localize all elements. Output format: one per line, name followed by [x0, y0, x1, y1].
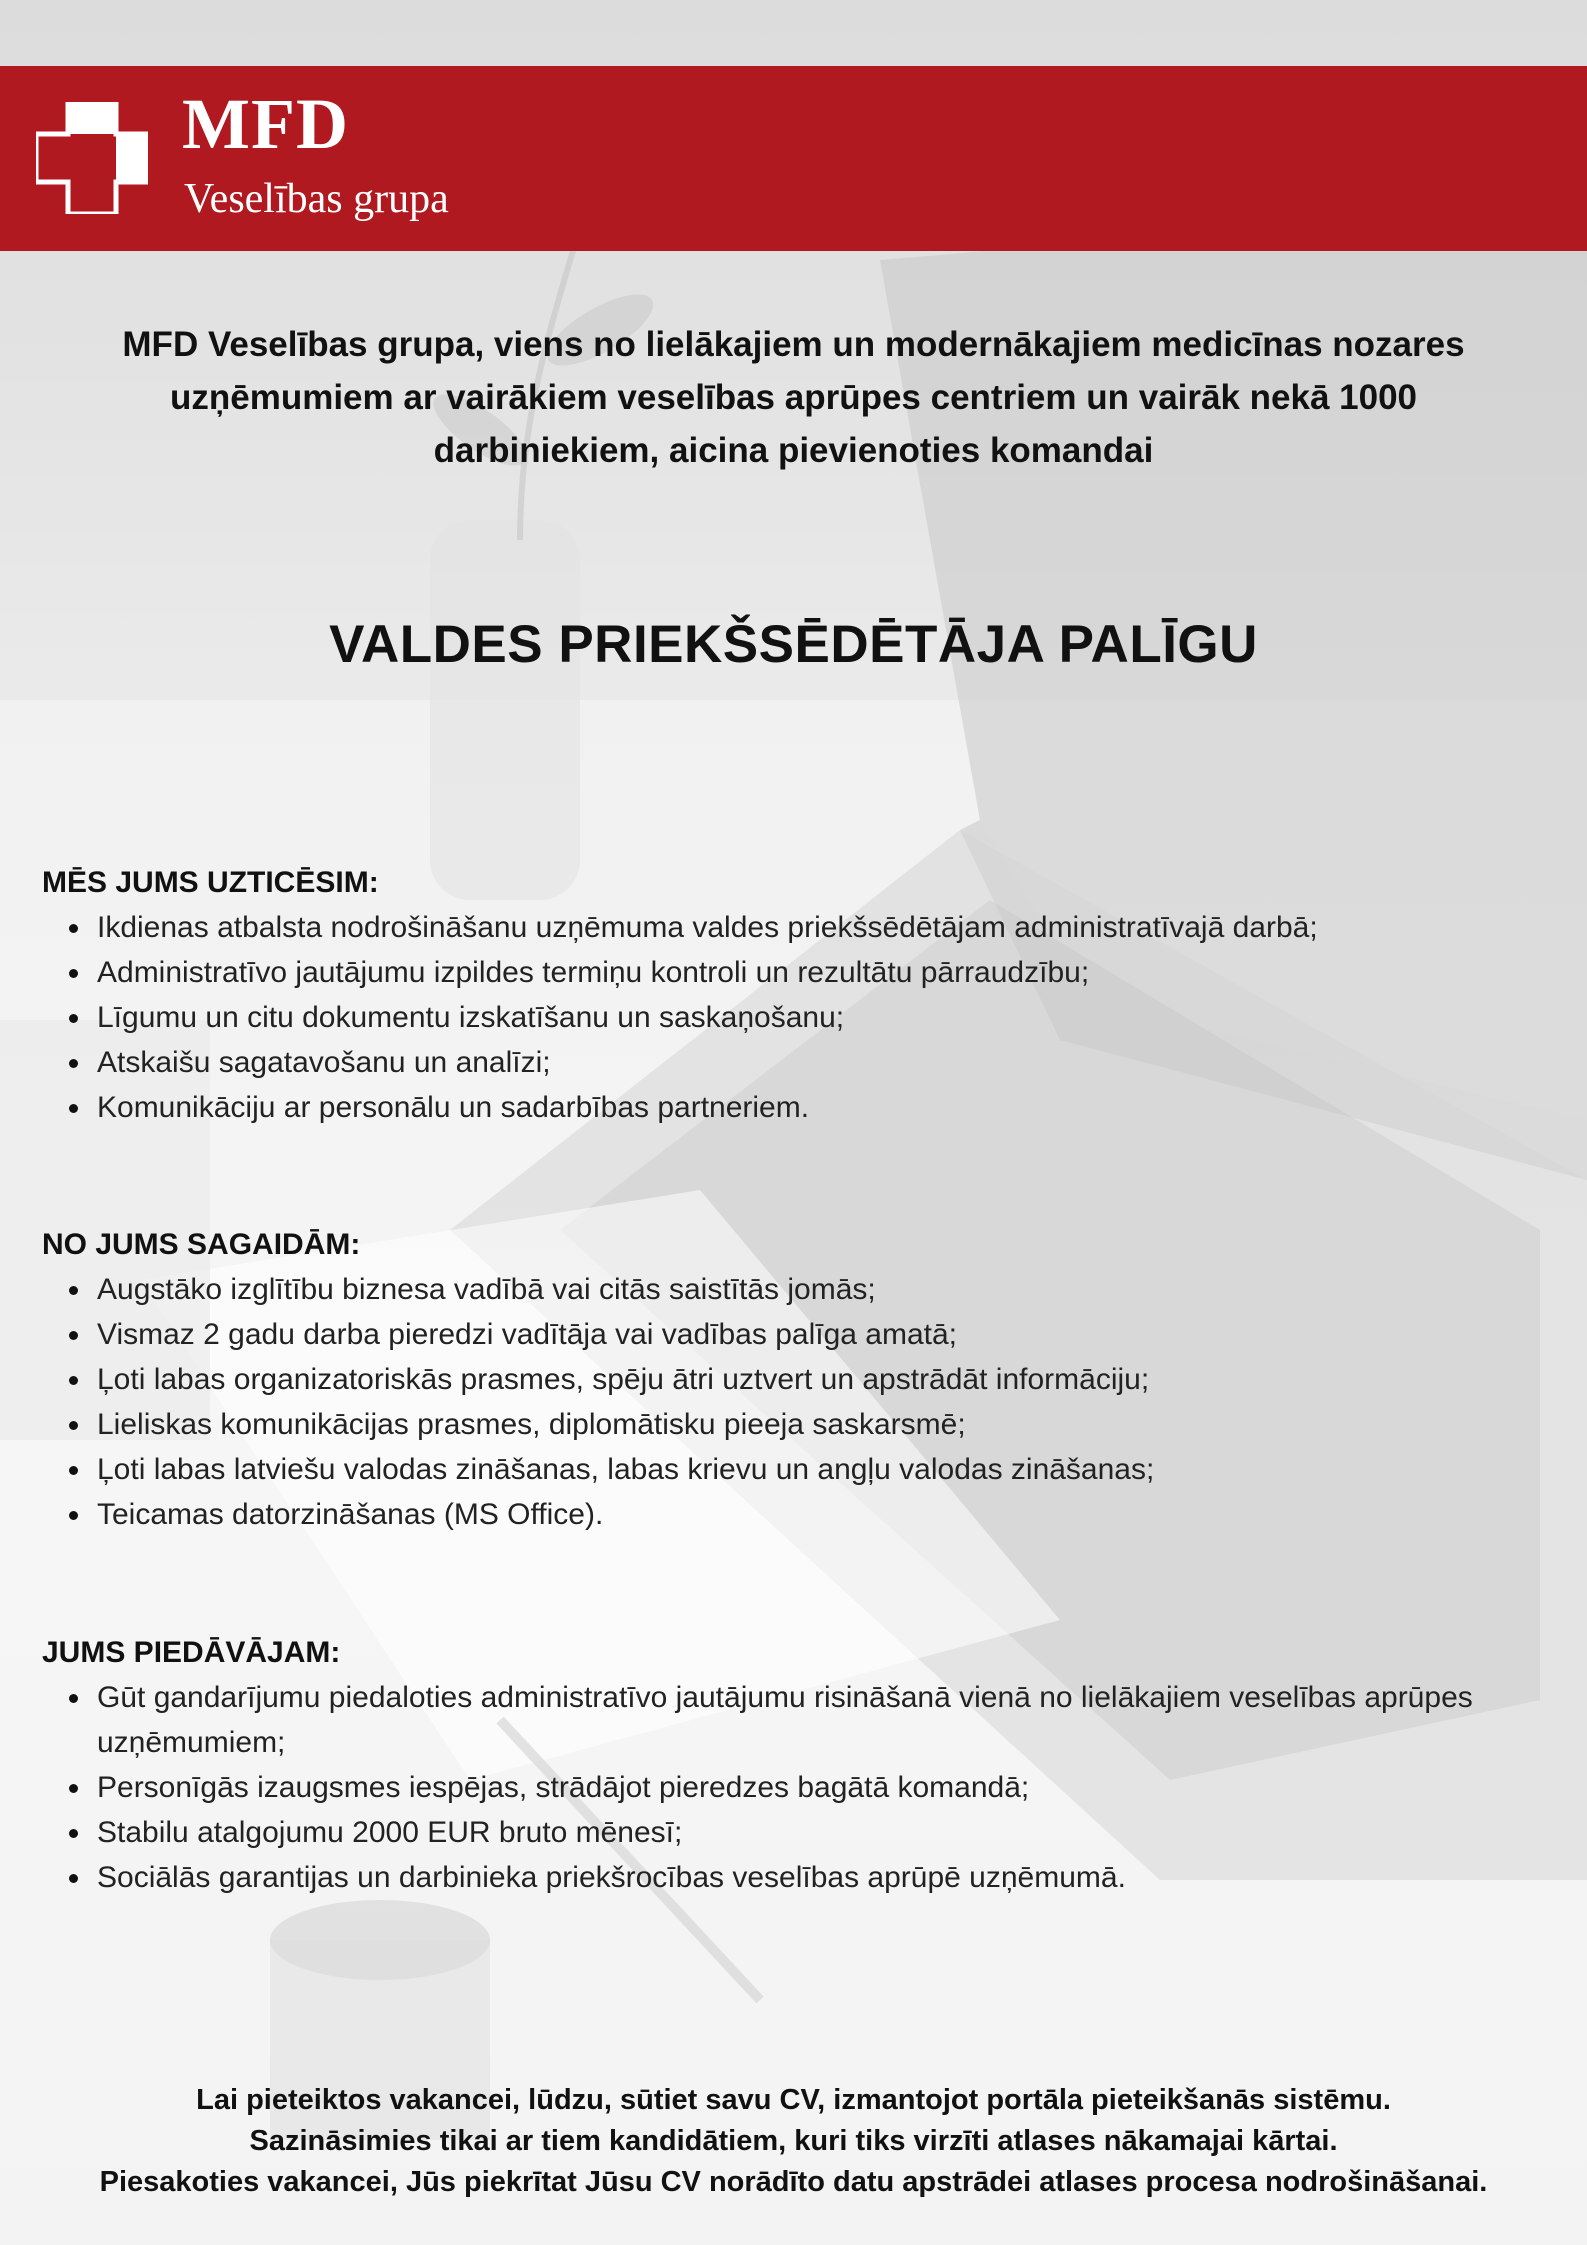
list-item-text: Sociālās garantijas un darbinieka priekšrocības veselības aprūpē uzņēmumā.	[97, 1861, 1126, 1894]
bullet-icon	[69, 1466, 78, 1475]
bullet-icon	[69, 1376, 78, 1385]
bullet-icon	[69, 1874, 78, 1883]
footer-line: Piesakoties vakancei, Jūs piekrītat Jūsu CV norādīto datu apstrādei atlases procesa nodrošināšanai.	[99, 2166, 1488, 2198]
job-title: VALDES PRIEKŠSĒDĒTĀJA PALĪGU	[329, 615, 1258, 674]
footer-line: Sazināsimies tikai ar tiem kandidātiem, kuri tiks virzīti atlases nākamajai kārtai.	[249, 2125, 1338, 2157]
bullet-icon	[69, 1829, 78, 1838]
bullet-icon	[69, 1784, 78, 1793]
list-item-text: Teicamas datorzināšanas (MS Office).	[97, 1498, 604, 1531]
section-heading: MĒS JUMS UZTICĒSIM:	[42, 866, 379, 899]
list-item	[97, 1357, 1542, 1402]
section-requirements	[42, 1222, 1542, 1537]
list-item-text: Augstāko izglītību biznesa vadībā vai citās saistītās jomās;	[97, 1273, 876, 1306]
list-item	[97, 995, 1542, 1040]
list-item	[97, 950, 1542, 995]
list-item	[97, 1765, 1542, 1810]
list-item-text: Ļoti labas organizatoriskās prasmes, spēju ātri uztvert un apstrādāt informāciju;	[97, 1363, 1150, 1396]
list-item-text: Ļoti labas latviešu valodas zināšanas, labas krievu un angļu valodas zināšanas;	[97, 1453, 1155, 1486]
list-item	[97, 1040, 1542, 1085]
section-responsibilities	[42, 860, 1542, 1130]
list-item	[97, 1447, 1542, 1492]
list-item	[97, 1855, 1542, 1900]
brand-name: MFD	[182, 84, 349, 164]
bullet-icon	[69, 1511, 78, 1520]
section-heading: JUMS PIEDĀVĀJAM:	[42, 1636, 341, 1669]
intro-paragraph: MFD Veselības grupa, viens no lielākajiem un modernākajiem medicīnas nozares uzņēmumiem ar vairākiem veselības aprūpes centriem un vairāk nekā 1000 darbiniekiem, aicina pievienoties komandai	[122, 325, 1465, 470]
application-instructions	[40, 2080, 1547, 2203]
list-item-text: Administratīvo jautājumu izpildes termiņu kontroli un rezultātu pārraudzību;	[97, 956, 1090, 989]
list-item-text: Personīgās izaugsmes iespējas, strādājot pieredzes bagātā komandā;	[97, 1771, 1030, 1804]
list-item	[97, 1675, 1542, 1765]
bullet-list	[42, 905, 1542, 1130]
list-item	[97, 905, 1542, 950]
bullet-icon	[69, 969, 78, 978]
list-item-text: Gūt gandarījumu piedaloties administratīvo jautājumu risināšanā vienā no lielākajiem veselības aprūpes uzņēmumiem;	[97, 1681, 1473, 1759]
bullet-icon	[69, 1421, 78, 1430]
section-offer	[42, 1630, 1542, 1900]
bullet-icon	[69, 924, 78, 933]
list-item-text: Ikdienas atbalsta nodrošināšanu uzņēmuma valdes priekšsēdētājam administratīvajā darbā;	[97, 911, 1318, 944]
bullet-icon	[69, 1694, 78, 1703]
list-item	[97, 1492, 1542, 1537]
bullet-icon	[69, 1331, 78, 1340]
bullet-list	[42, 1675, 1542, 1900]
list-item	[97, 1267, 1542, 1312]
bullet-icon	[69, 1104, 78, 1113]
list-item	[97, 1085, 1542, 1130]
list-item-text: Vismaz 2 gadu darba pieredzi vadītāja vai vadības palīga amatā;	[97, 1318, 957, 1351]
list-item-text: Komunikāciju ar personālu un sadarbības partneriem.	[97, 1091, 810, 1124]
list-item-text: Lieliskas komunikācijas prasmes, diplomātisku pieeja saskarsmē;	[97, 1408, 966, 1441]
bullet-icon	[69, 1059, 78, 1068]
brand-subtitle: Veselības grupa	[184, 176, 449, 222]
section-heading: NO JUMS SAGAIDĀM:	[42, 1228, 361, 1261]
list-item-text: Līgumu un citu dokumentu izskatīšanu un saskaņošanu;	[97, 1001, 845, 1034]
bullet-list	[42, 1267, 1542, 1537]
list-item	[97, 1810, 1542, 1855]
footer-line: Lai pieteiktos vakancei, lūdzu, sūtiet savu CV, izmantojot portāla pieteikšanās sistēmu.	[196, 2084, 1391, 2116]
list-item-text: Stabilu atalgojumu 2000 EUR bruto mēnesī;	[97, 1816, 683, 1849]
list-item-text: Atskaišu sagatavošanu un analīzi;	[97, 1046, 551, 1079]
bullet-icon	[69, 1014, 78, 1023]
list-item	[97, 1312, 1542, 1357]
bullet-icon	[69, 1286, 78, 1295]
list-item	[97, 1402, 1542, 1447]
